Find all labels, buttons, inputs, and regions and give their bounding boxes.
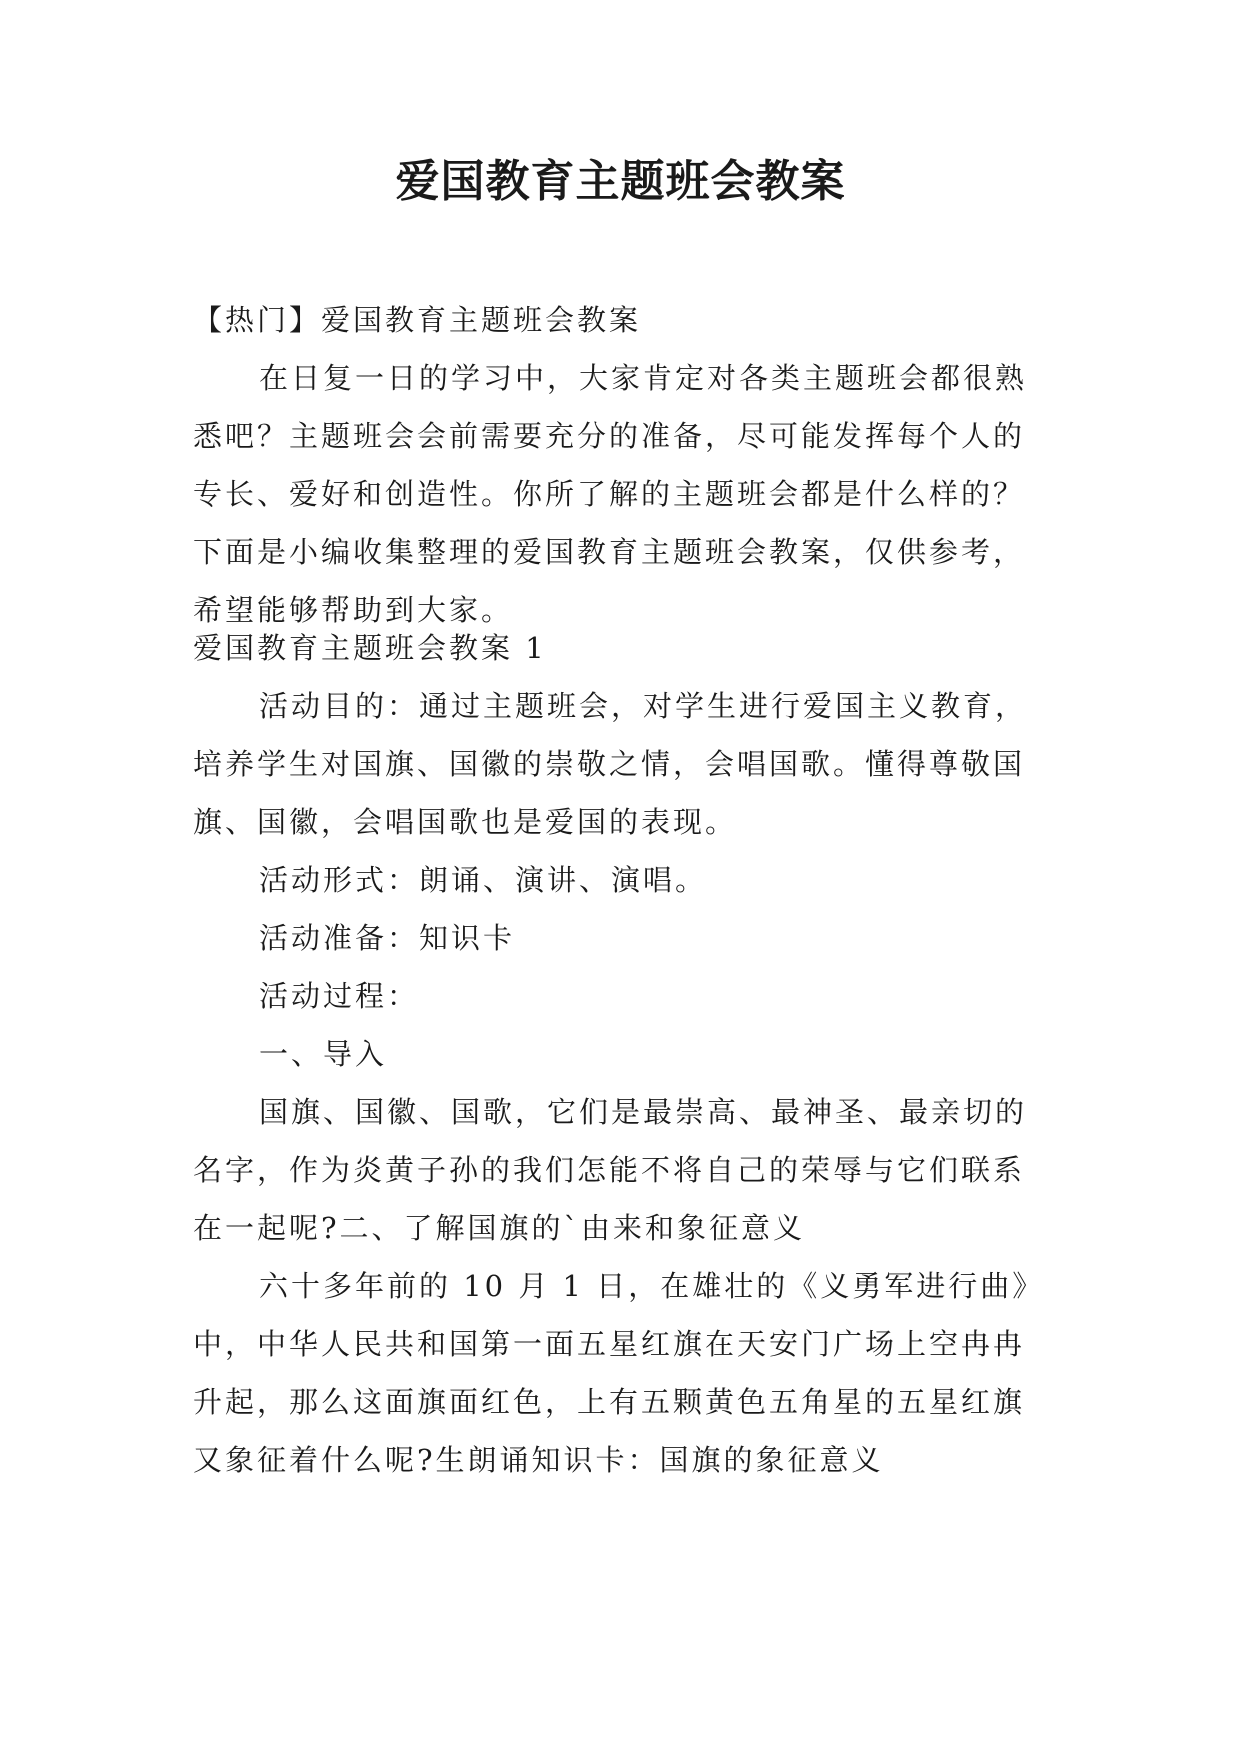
activity-form: 活动形式：朗诵、演讲、演唱。 xyxy=(259,863,708,897)
section-1 xyxy=(193,619,1053,1489)
activity-preparation: 活动准备：知识卡 xyxy=(259,921,516,955)
intro-heading: 【热门】爱国教育主题班会教案 xyxy=(193,303,642,337)
document-title: 爱国教育主题班会教案 xyxy=(395,156,846,207)
intro-block xyxy=(193,291,1053,639)
intro-paragraph: 在日复一日的学习中，大家肯定对各类主题班会都很熟悉吧？主题班会会前需要充分的准备，尽可能发挥每个人的专长、爱好和创造性。你所了解的主题班会都是什么样的？下面是小编收集整理的爱国教育主题班会教案，仅供参考，希望能够帮助到大家。 xyxy=(193,361,1028,627)
flag-paragraph: 六十多年前的 10 月 1 日，在雄壮的《义勇军进行曲》中，中华人民共和国第一面五星红旗在天安门广场上空冉冉升起，那么这面旗面红色，上有五颗黄色五角星的五星红旗又象征着什么呢?生朗诵知识卡：国旗的象征意义 xyxy=(193,1269,1045,1477)
section-heading: 爱国教育主题班会教案 1 xyxy=(193,631,547,665)
step-heading: 一、导入 xyxy=(259,1037,388,1071)
step-paragraph: 国旗、国徽、国歌，它们是最崇高、最神圣、最亲切的名字，作为炎黄子孙的我们怎能不将自己的荣辱与它们联系在一起呢?二、了解国旗的`由来和象征意义 xyxy=(193,1095,1028,1245)
activity-process: 活动过程： xyxy=(259,979,420,1013)
activity-purpose: 活动目的：通过主题班会，对学生进行爱国主义教育，培养学生对国旗、国徽的崇敬之情，会唱国歌。懂得尊敬国旗、国徽，会唱国歌也是爱国的表现。 xyxy=(193,689,1028,839)
